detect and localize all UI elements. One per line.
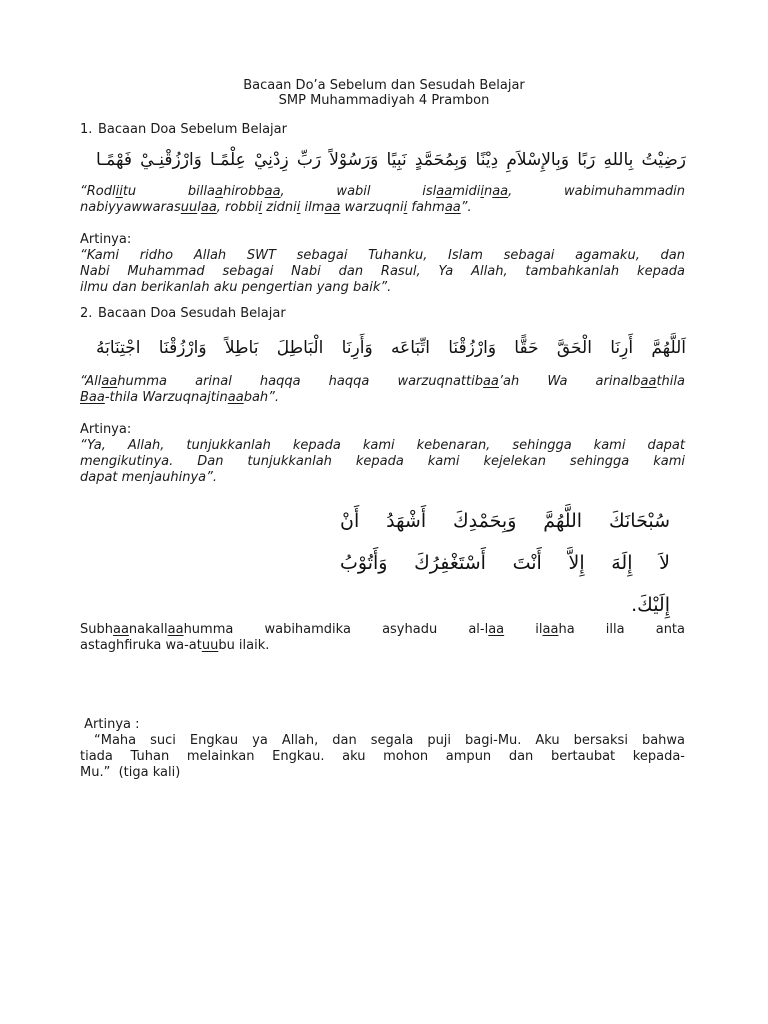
text-line: “Kami ridho Allah SWT sebagai Tuhanku, Islam sebagai agamaku, dan bbox=[80, 248, 685, 263]
section-number: 2. bbox=[80, 306, 93, 321]
text-segment: bah”. bbox=[243, 390, 280, 405]
text-segment: warzuqni bbox=[340, 200, 404, 215]
long-vowel-mark: Baa bbox=[80, 390, 105, 405]
arabic-line: سُبْحَانَكَ اللَّهُمَّ وَبِحَمْدِكَ أَشْهَدُ أَنْ bbox=[340, 510, 670, 532]
text-segment: nabiyyawwaras bbox=[80, 200, 181, 215]
section2-heading bbox=[80, 306, 680, 322]
text-line bbox=[80, 622, 685, 638]
section1-arabic: رَضِيْتُ بِاللهِ رَبًا وَبِالإِسْلاَمِ دِيْنًا وَبِمُحَمَّدٍ نَبِيًا وَرَسُوْلاً رَبِّ زِدْنِيْ عِلْمًـا وَارْزُقْنِـيْ فَهْمًـا bbox=[96, 150, 686, 170]
text-segment: “All bbox=[80, 374, 102, 389]
text-segment: midi bbox=[452, 184, 481, 199]
text-line: Nabi Muhammad sebagai Nabi dan Rasul, Ya Allah, tambahkanlah kepada bbox=[80, 264, 685, 279]
text-segment: astaghfiruka wa-at bbox=[80, 638, 202, 653]
long-vowel-mark: aa bbox=[227, 390, 244, 405]
arabic-line: لاَ إِلَهَ إِلاَّ أَنْتَ أَسْتَغْفِرُكَ وَأَتُوْبُ bbox=[340, 552, 670, 574]
text-segment: fahm bbox=[407, 200, 445, 215]
text-segment: il bbox=[504, 622, 543, 637]
document-title: Bacaan Do’a Sebelum dan Sesudah Belajar bbox=[243, 78, 525, 93]
section1-meaning-label: Artinya: bbox=[80, 232, 132, 247]
long-vowel-mark: aa bbox=[482, 374, 499, 389]
long-vowel-mark: i bbox=[258, 200, 263, 215]
section-number: 1. bbox=[80, 122, 93, 137]
text-segment: , robbi bbox=[216, 200, 259, 215]
text-line: tiada Tuhan melainkan Engkau. aku mohon ampun dan bertaubat kepada- bbox=[80, 749, 685, 764]
long-vowel-mark: aa bbox=[167, 622, 184, 637]
text-segment: l bbox=[197, 200, 201, 215]
text-segment: -thila Warzuqnajtin bbox=[104, 390, 228, 405]
text-line bbox=[80, 374, 685, 390]
text-line bbox=[80, 200, 685, 216]
long-vowel-mark: i bbox=[403, 200, 408, 215]
text-segment: humma wabihamdika asyhadu al-l bbox=[183, 622, 489, 637]
long-vowel-mark: aa bbox=[492, 184, 509, 199]
text-segment: ilm bbox=[300, 200, 325, 215]
text-segment: zidni bbox=[262, 200, 297, 215]
document-subtitle: SMP Muhammadiyah 4 Prambon bbox=[278, 93, 490, 108]
long-vowel-mark: ii bbox=[115, 184, 123, 199]
text-line: ilmu dan berikanlah aku pengertian yang baik”. bbox=[80, 280, 392, 295]
text-segment: hirobb bbox=[222, 184, 265, 199]
text-line: mengikutinya. Dan tunjukkanlah kepada kami kejelekan sehingga kami bbox=[80, 454, 685, 469]
long-vowel-mark: aa bbox=[436, 184, 453, 199]
long-vowel-mark: aa bbox=[542, 622, 559, 637]
text-segment: nakall bbox=[128, 622, 168, 637]
text-line: “Ya, Allah, tunjukkanlah kepada kami kebenaran, sehingga kami dapat bbox=[80, 438, 685, 453]
long-vowel-mark: aa bbox=[200, 200, 217, 215]
text-segment: Subh bbox=[80, 622, 113, 637]
long-vowel-mark: aa bbox=[264, 184, 281, 199]
section2-meaning-label: Artinya: bbox=[80, 422, 132, 437]
long-vowel-mark: uu bbox=[201, 638, 219, 653]
text-line bbox=[80, 184, 685, 200]
long-vowel-mark: uu bbox=[180, 200, 198, 215]
long-vowel-mark: aa bbox=[324, 200, 341, 215]
section1-meaning bbox=[80, 248, 685, 296]
long-vowel-mark: aa bbox=[444, 200, 461, 215]
section-heading-text: Bacaan Doa Sesudah Belajar bbox=[98, 306, 286, 321]
text-segment: bu ilaik. bbox=[218, 638, 270, 653]
arabic-line: إِلَيْكَ. bbox=[631, 594, 670, 616]
section3-arabic bbox=[340, 500, 670, 626]
section3-meaning-label: Artinya : bbox=[80, 717, 140, 732]
text-segment: , wabimuhammadin bbox=[508, 184, 686, 199]
section-heading-text: Bacaan Doa Sebelum Belajar bbox=[98, 122, 287, 137]
long-vowel-mark: i bbox=[296, 200, 301, 215]
text-segment: ’ah Wa arinalb bbox=[498, 374, 641, 389]
text-segment: n bbox=[483, 184, 493, 199]
text-line: “Maha suci Engkau ya Allah, dan segala puji bagi-Mu. Aku bersaksi bahwa bbox=[80, 733, 685, 748]
text-segment: ha illa anta bbox=[558, 622, 685, 637]
section3-meaning bbox=[80, 733, 685, 781]
section2-meaning bbox=[80, 438, 685, 486]
long-vowel-mark: aa bbox=[112, 622, 129, 637]
long-vowel-mark: aa bbox=[101, 374, 118, 389]
text-segment: , wabil isl bbox=[280, 184, 437, 199]
long-vowel-mark: a bbox=[214, 184, 223, 199]
text-segment: thila bbox=[656, 374, 685, 389]
text-line bbox=[80, 638, 685, 654]
text-segment: ”. bbox=[460, 200, 472, 215]
long-vowel-mark: aa bbox=[488, 622, 505, 637]
long-vowel-mark: aa bbox=[640, 374, 657, 389]
section1-heading bbox=[80, 122, 680, 138]
long-vowel-mark: i bbox=[480, 184, 484, 199]
section2-latin bbox=[80, 374, 685, 406]
text-line: Mu.” (tiga kali) bbox=[80, 765, 181, 780]
text-segment: humma arinal haqqa haqqa warzuqnattib bbox=[117, 374, 483, 389]
section2-arabic: اَللَّهُمَّ أَرِنَا الْحَقَّ حَقًّا وَارْزُقْنَا اتِّبَاعَه وَأَرِنَا الْبَاطِلَ بَاطِلاً وَارْزُقْنَا اجْتِنَابَهُ bbox=[96, 338, 686, 358]
text-segment: tu billa bbox=[122, 184, 215, 199]
text-line: dapat menjauhinya”. bbox=[80, 470, 218, 485]
text-segment: “Rodl bbox=[80, 184, 116, 199]
section1-latin bbox=[80, 184, 685, 216]
text-line bbox=[80, 390, 685, 406]
section3-latin bbox=[80, 622, 685, 654]
